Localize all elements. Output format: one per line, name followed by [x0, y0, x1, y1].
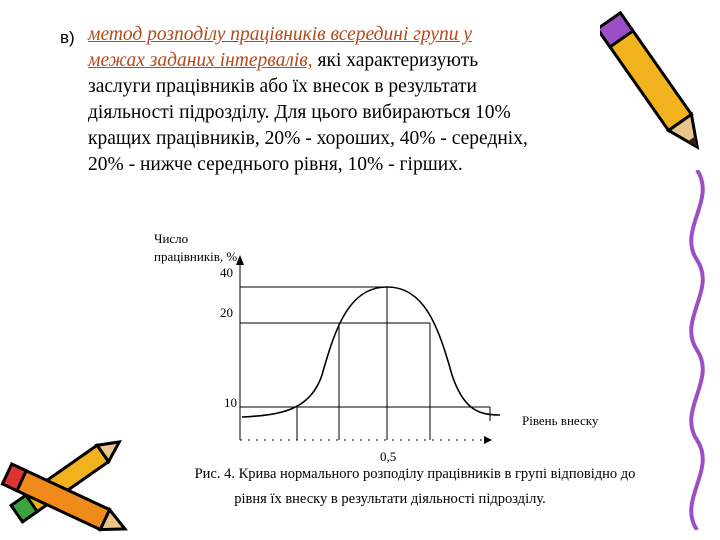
pencils-bottom-left-icon [0, 430, 140, 540]
text-after-term: які характеризують [312, 50, 479, 71]
line-4: діяльності підрозділу. Для цього вибираються 10% [88, 102, 511, 123]
figure-caption-line1: Рис. 4. Крива нормального розподілу працівників в групі відповідно до [194, 466, 636, 482]
paragraph [60, 22, 670, 178]
line-6: 20% - нижче середнього рівня, 10% - гірших. [88, 154, 463, 175]
y-tick-40: 40 [220, 265, 233, 280]
x-axis-arrow [484, 436, 492, 444]
figure-caption-line2: рівня їх внеску в результати діяльності підрозділу. [234, 491, 546, 507]
term-line1: метод розподілу працівників всередині групи у [88, 24, 473, 45]
term-line2: межах заданих інтервалів, [88, 50, 313, 71]
line-1 [88, 22, 670, 48]
bell-curve [242, 287, 500, 417]
y-axis-label-2: працівників, % [154, 249, 238, 264]
y-tick-10: 10 [224, 395, 237, 410]
x-tick-center: 0,5 [380, 449, 397, 464]
y-tick-20: 20 [220, 305, 233, 320]
squiggle-right-icon [672, 170, 720, 530]
y-axis-label-1: Число [154, 231, 189, 246]
slide-text [60, 22, 670, 178]
pencil-top-right-icon [600, 0, 710, 170]
line-5: кращих працівників, 20% - хороших, 40% - середніх, [88, 128, 528, 149]
x-axis-label: Рівень внеску [522, 413, 599, 428]
list-marker: в) [60, 28, 75, 47]
line-2 [88, 48, 670, 74]
line-3: заслуги працівників або їх внесок в результати [88, 76, 477, 97]
